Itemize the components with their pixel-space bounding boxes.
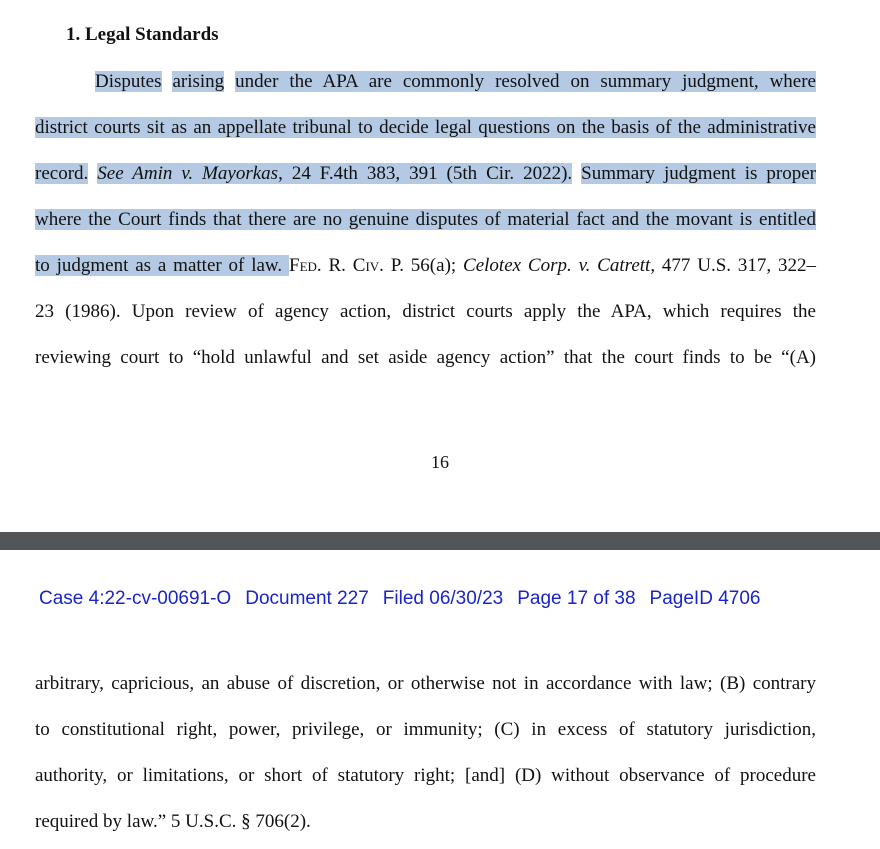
paragraph-line[interactable]: arbitrary, capricious, an abuse of discretion, or otherwise not in accordance with law; (B) contrary	[35, 673, 816, 694]
selected-text[interactable]: to decide	[357, 117, 435, 138]
selected-text[interactable]: legal questions on the basis of the administrative	[434, 117, 816, 138]
citation-text: , 24 F.4th 383, 391 (5th Cir. 2022).	[278, 163, 573, 184]
paragraph-line-7[interactable]: reviewing court to “hold unlawful and set aside agency action” that the court finds to be “(A)	[35, 347, 816, 368]
page-separator	[0, 532, 880, 550]
paragraph-line-2[interactable]	[35, 116, 816, 140]
selected-text[interactable]: Disputes	[95, 71, 162, 92]
page-number: 16	[431, 452, 449, 472]
case-name-italic: Celotex Corp. v. Catrett	[463, 255, 651, 276]
unselected-space	[162, 71, 173, 92]
document-number: Document 227	[245, 588, 369, 609]
paragraph-line-4[interactable]	[35, 208, 816, 232]
selected-text[interactable]: Summary judgment is proper	[581, 163, 817, 184]
page-id: PageID 4706	[649, 588, 761, 609]
case-number: Case 4:22-cv-00691-O	[39, 588, 232, 609]
citation-text: 56(a);	[403, 255, 464, 276]
paragraph-line-5[interactable]	[35, 254, 816, 278]
paragraph-line[interactable]: authority, or limitations, or short of statutory right; [and] (D) without observance of procedure	[35, 765, 816, 786]
unselected-space	[88, 163, 97, 184]
selected-text[interactable]: district courts sit as an appellate tribunal	[35, 117, 358, 138]
rule-citation: Fed. R. Civ. P.	[289, 255, 404, 276]
page-of: Page 17 of 38	[517, 588, 636, 609]
selected-text[interactable]: where the Court finds that there are no genuine disputes of material fact and the movant is entitled	[35, 209, 816, 230]
filed-date: Filed 06/30/23	[382, 588, 504, 609]
selected-text[interactable]: record.	[35, 163, 89, 184]
paragraph-line-1[interactable]	[95, 70, 816, 94]
case-name-italic: See Amin v. Mayorkas	[97, 163, 279, 184]
unselected-space	[224, 71, 235, 92]
page-17	[0, 550, 880, 849]
selected-citation[interactable]	[97, 163, 572, 184]
paragraph-line[interactable]: required by law.” 5 U.S.C. § 706(2).	[35, 811, 311, 832]
selected-text[interactable]: arising	[172, 71, 225, 92]
section-heading: 1. Legal Standards	[66, 24, 219, 45]
selected-text[interactable]: under the APA are commonly resolved on summary judgment, where	[235, 71, 816, 92]
case-header	[39, 588, 774, 610]
paragraph-line[interactable]: to constitutional right, power, privilege, or immunity; (C) in excess of statutory jurisdiction,	[35, 719, 816, 740]
unselected-space	[572, 163, 581, 184]
citation-text: , 477 U.S. 317, 322–	[650, 255, 816, 276]
paragraph-line-3[interactable]	[35, 162, 816, 186]
paragraph-line-6[interactable]: 23 (1986). Upon review of agency action, district courts apply the APA, which requires the	[35, 301, 816, 322]
selected-text[interactable]: to judgment as a matter of law.	[35, 255, 290, 276]
